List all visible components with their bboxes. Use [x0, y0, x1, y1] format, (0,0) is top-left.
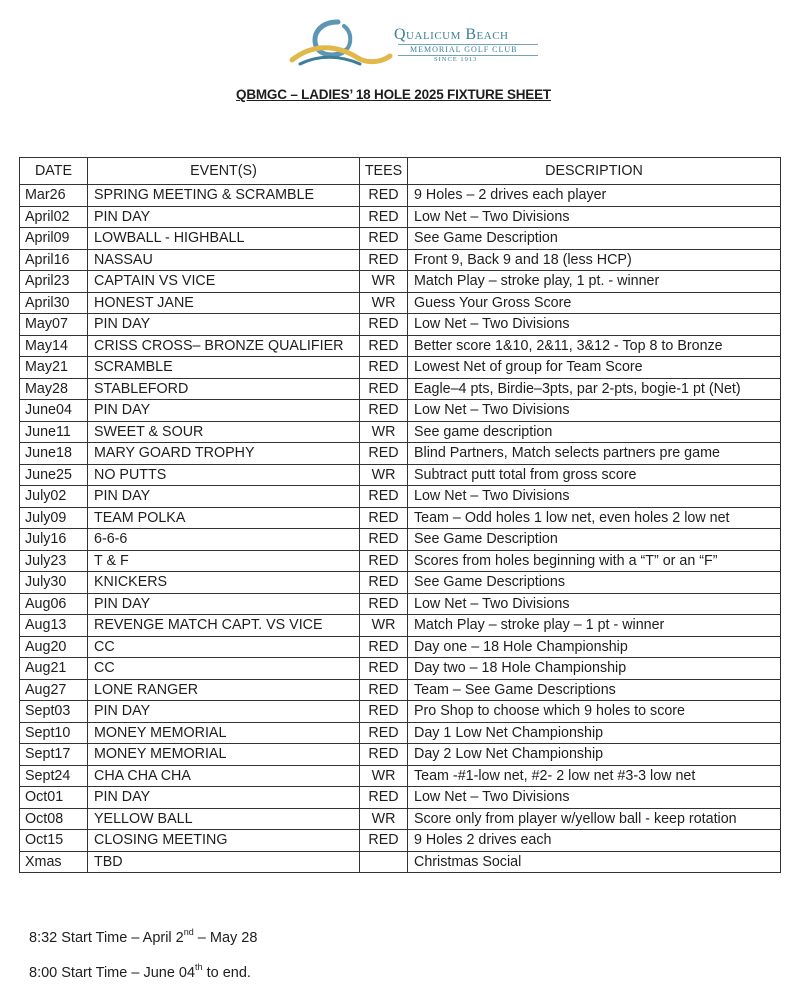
- tees-cell: RED: [360, 335, 408, 357]
- tees-cell: RED: [360, 679, 408, 701]
- fixture-table: [19, 157, 781, 873]
- tees-cell: RED: [360, 507, 408, 529]
- description-cell: Blind Partners, Match selects partners pre game: [408, 443, 781, 465]
- date-cell: Xmas: [20, 851, 88, 873]
- event-cell: PIN DAY: [88, 593, 360, 615]
- tees-cell: WR: [360, 292, 408, 314]
- tees-cell: RED: [360, 529, 408, 551]
- note-text: to end.: [202, 964, 251, 981]
- tees-cell: RED: [360, 486, 408, 508]
- date-cell: July02: [20, 486, 88, 508]
- event-cell: NO PUTTS: [88, 464, 360, 486]
- table-row: [20, 572, 781, 594]
- date-cell: April30: [20, 292, 88, 314]
- description-cell: Eagle–4 pts, Birdie–3pts, par 2-pts, bogie-1 pt (Net): [408, 378, 781, 400]
- table-row: [20, 658, 781, 680]
- table-row: [20, 400, 781, 422]
- tees-cell: RED: [360, 378, 408, 400]
- event-cell: SCRAMBLE: [88, 357, 360, 379]
- start-time-note-spring: [29, 928, 257, 946]
- description-cell: Team – See Game Descriptions: [408, 679, 781, 701]
- date-cell: July09: [20, 507, 88, 529]
- table-row: [20, 830, 781, 852]
- date-cell: May07: [20, 314, 88, 336]
- date-cell: Aug27: [20, 679, 88, 701]
- table-row: [20, 314, 781, 336]
- event-cell: CC: [88, 636, 360, 658]
- description-cell: Guess Your Gross Score: [408, 292, 781, 314]
- description-cell: See Game Descriptions: [408, 572, 781, 594]
- logo-q-icon: [286, 18, 396, 68]
- date-cell: April02: [20, 206, 88, 228]
- note-superscript: th: [195, 962, 203, 972]
- fixture-rows: [20, 185, 781, 873]
- description-cell: Low Net – Two Divisions: [408, 206, 781, 228]
- tees-cell: RED: [360, 830, 408, 852]
- note-text: – May 28: [193, 929, 258, 946]
- tees-cell: RED: [360, 357, 408, 379]
- description-cell: Better score 1&10, 2&11, 3&12 - Top 8 to Bronze: [408, 335, 781, 357]
- table-row: [20, 249, 781, 271]
- date-cell: Mar26: [20, 185, 88, 207]
- description-cell: Christmas Social: [408, 851, 781, 873]
- event-cell: MONEY MEMORIAL: [88, 744, 360, 766]
- table-row: [20, 378, 781, 400]
- tees-cell: RED: [360, 249, 408, 271]
- event-cell: HONEST JANE: [88, 292, 360, 314]
- event-cell: TBD: [88, 851, 360, 873]
- column-header-date: DATE: [20, 158, 88, 185]
- tees-cell: WR: [360, 421, 408, 443]
- tees-cell: RED: [360, 593, 408, 615]
- date-cell: April16: [20, 249, 88, 271]
- tees-cell: WR: [360, 765, 408, 787]
- event-cell: CHA CHA CHA: [88, 765, 360, 787]
- table-row: [20, 292, 781, 314]
- tees-cell: RED: [360, 228, 408, 250]
- table-row: [20, 593, 781, 615]
- description-cell: Day two – 18 Hole Championship: [408, 658, 781, 680]
- table-row: [20, 185, 781, 207]
- date-cell: Aug06: [20, 593, 88, 615]
- event-cell: CAPTAIN VS VICE: [88, 271, 360, 293]
- table-row: [20, 443, 781, 465]
- tees-cell: RED: [360, 744, 408, 766]
- event-cell: CC: [88, 658, 360, 680]
- event-cell: CLOSING MEETING: [88, 830, 360, 852]
- tees-cell: [360, 851, 408, 873]
- description-cell: See Game Description: [408, 529, 781, 551]
- event-cell: 6-6-6: [88, 529, 360, 551]
- description-cell: 9 Holes 2 drives each: [408, 830, 781, 852]
- table-row: [20, 421, 781, 443]
- description-cell: 9 Holes – 2 drives each player: [408, 185, 781, 207]
- event-cell: PIN DAY: [88, 701, 360, 723]
- table-row: [20, 357, 781, 379]
- table-row: [20, 550, 781, 572]
- club-logo: [286, 18, 546, 68]
- start-time-note-summer: [29, 963, 251, 981]
- date-cell: Sept10: [20, 722, 88, 744]
- table-row: [20, 808, 781, 830]
- date-cell: June18: [20, 443, 88, 465]
- date-cell: June25: [20, 464, 88, 486]
- table-row: [20, 335, 781, 357]
- date-cell: May14: [20, 335, 88, 357]
- table-row: [20, 206, 781, 228]
- date-cell: July16: [20, 529, 88, 551]
- event-cell: LONE RANGER: [88, 679, 360, 701]
- event-cell: SPRING MEETING & SCRAMBLE: [88, 185, 360, 207]
- event-cell: T & F: [88, 550, 360, 572]
- event-cell: TEAM POLKA: [88, 507, 360, 529]
- event-cell: CRISS CROSS– BRONZE QUALIFIER: [88, 335, 360, 357]
- event-cell: PIN DAY: [88, 206, 360, 228]
- date-cell: May21: [20, 357, 88, 379]
- date-cell: Sept03: [20, 701, 88, 723]
- description-cell: Low Net – Two Divisions: [408, 787, 781, 809]
- tees-cell: RED: [360, 636, 408, 658]
- tees-cell: RED: [360, 572, 408, 594]
- tees-cell: RED: [360, 400, 408, 422]
- tees-cell: WR: [360, 464, 408, 486]
- club-since: SINCE 1913: [434, 56, 478, 63]
- event-cell: PIN DAY: [88, 400, 360, 422]
- date-cell: Aug13: [20, 615, 88, 637]
- date-cell: April23: [20, 271, 88, 293]
- description-cell: See game description: [408, 421, 781, 443]
- date-cell: July23: [20, 550, 88, 572]
- club-name: Qualicum Beach: [394, 26, 509, 43]
- description-cell: Subtract putt total from gross score: [408, 464, 781, 486]
- table-row: [20, 722, 781, 744]
- tees-cell: RED: [360, 658, 408, 680]
- description-cell: Match Play – stroke play – 1 pt - winner: [408, 615, 781, 637]
- description-cell: Lowest Net of group for Team Score: [408, 357, 781, 379]
- event-cell: YELLOW BALL: [88, 808, 360, 830]
- event-cell: KNICKERS: [88, 572, 360, 594]
- description-cell: Pro Shop to choose which 9 holes to score: [408, 701, 781, 723]
- table-row: [20, 271, 781, 293]
- event-cell: PIN DAY: [88, 486, 360, 508]
- table-row: [20, 679, 781, 701]
- description-cell: Low Net – Two Divisions: [408, 593, 781, 615]
- note-text: 8:32 Start Time – April 2: [29, 929, 184, 946]
- table-row: [20, 701, 781, 723]
- event-cell: REVENGE MATCH CAPT. VS VICE: [88, 615, 360, 637]
- table-row: [20, 851, 781, 873]
- date-cell: Oct01: [20, 787, 88, 809]
- description-cell: Low Net – Two Divisions: [408, 486, 781, 508]
- tees-cell: RED: [360, 314, 408, 336]
- club-subtitle: MEMORIAL GOLF CLUB: [410, 45, 518, 54]
- description-cell: Team – Odd holes 1 low net, even holes 2 low net: [408, 507, 781, 529]
- tees-cell: RED: [360, 206, 408, 228]
- description-cell: Day 1 Low Net Championship: [408, 722, 781, 744]
- tees-cell: RED: [360, 787, 408, 809]
- tees-cell: RED: [360, 550, 408, 572]
- note-superscript: nd: [183, 927, 194, 937]
- column-header-tees: TEES: [360, 158, 408, 185]
- event-cell: MONEY MEMORIAL: [88, 722, 360, 744]
- event-cell: SWEET & SOUR: [88, 421, 360, 443]
- table-row: [20, 744, 781, 766]
- date-cell: Sept17: [20, 744, 88, 766]
- date-cell: May28: [20, 378, 88, 400]
- date-cell: Oct15: [20, 830, 88, 852]
- date-cell: June04: [20, 400, 88, 422]
- table-row: [20, 228, 781, 250]
- tees-cell: WR: [360, 615, 408, 637]
- tees-cell: RED: [360, 722, 408, 744]
- description-cell: Score only from player w/yellow ball - keep rotation: [408, 808, 781, 830]
- description-cell: Match Play – stroke play, 1 pt. - winner: [408, 271, 781, 293]
- description-cell: See Game Description: [408, 228, 781, 250]
- table-row: [20, 787, 781, 809]
- table-row: [20, 464, 781, 486]
- date-cell: Sept24: [20, 765, 88, 787]
- note-text: 8:00 Start Time – June 04: [29, 964, 196, 981]
- tees-cell: RED: [360, 443, 408, 465]
- table-row: [20, 636, 781, 658]
- description-cell: Team -#1-low net, #2- 2 low net #3-3 low net: [408, 765, 781, 787]
- event-cell: LOWBALL - HIGHBALL: [88, 228, 360, 250]
- event-cell: NASSAU: [88, 249, 360, 271]
- date-cell: Aug20: [20, 636, 88, 658]
- date-cell: April09: [20, 228, 88, 250]
- table-row: [20, 529, 781, 551]
- description-cell: Scores from holes beginning with a “T” or an “F”: [408, 550, 781, 572]
- table-row: [20, 507, 781, 529]
- description-cell: Day one – 18 Hole Championship: [408, 636, 781, 658]
- table-header-row: [20, 158, 781, 185]
- date-cell: Oct08: [20, 808, 88, 830]
- description-cell: Front 9, Back 9 and 18 (less HCP): [408, 249, 781, 271]
- date-cell: June11: [20, 421, 88, 443]
- description-cell: Day 2 Low Net Championship: [408, 744, 781, 766]
- event-cell: PIN DAY: [88, 787, 360, 809]
- table-row: [20, 615, 781, 637]
- date-cell: Aug21: [20, 658, 88, 680]
- date-cell: July30: [20, 572, 88, 594]
- tees-cell: WR: [360, 808, 408, 830]
- event-cell: STABLEFORD: [88, 378, 360, 400]
- event-cell: MARY GOARD TROPHY: [88, 443, 360, 465]
- page-title: QBMGC – LADIES’ 18 HOLE 2025 FIXTURE SHEET: [236, 87, 551, 102]
- table-row: [20, 486, 781, 508]
- column-header-event: EVENT(S): [88, 158, 360, 185]
- table-row: [20, 765, 781, 787]
- tees-cell: WR: [360, 271, 408, 293]
- tees-cell: RED: [360, 185, 408, 207]
- tees-cell: RED: [360, 701, 408, 723]
- description-cell: Low Net – Two Divisions: [408, 400, 781, 422]
- column-header-description: DESCRIPTION: [408, 158, 781, 185]
- description-cell: Low Net – Two Divisions: [408, 314, 781, 336]
- event-cell: PIN DAY: [88, 314, 360, 336]
